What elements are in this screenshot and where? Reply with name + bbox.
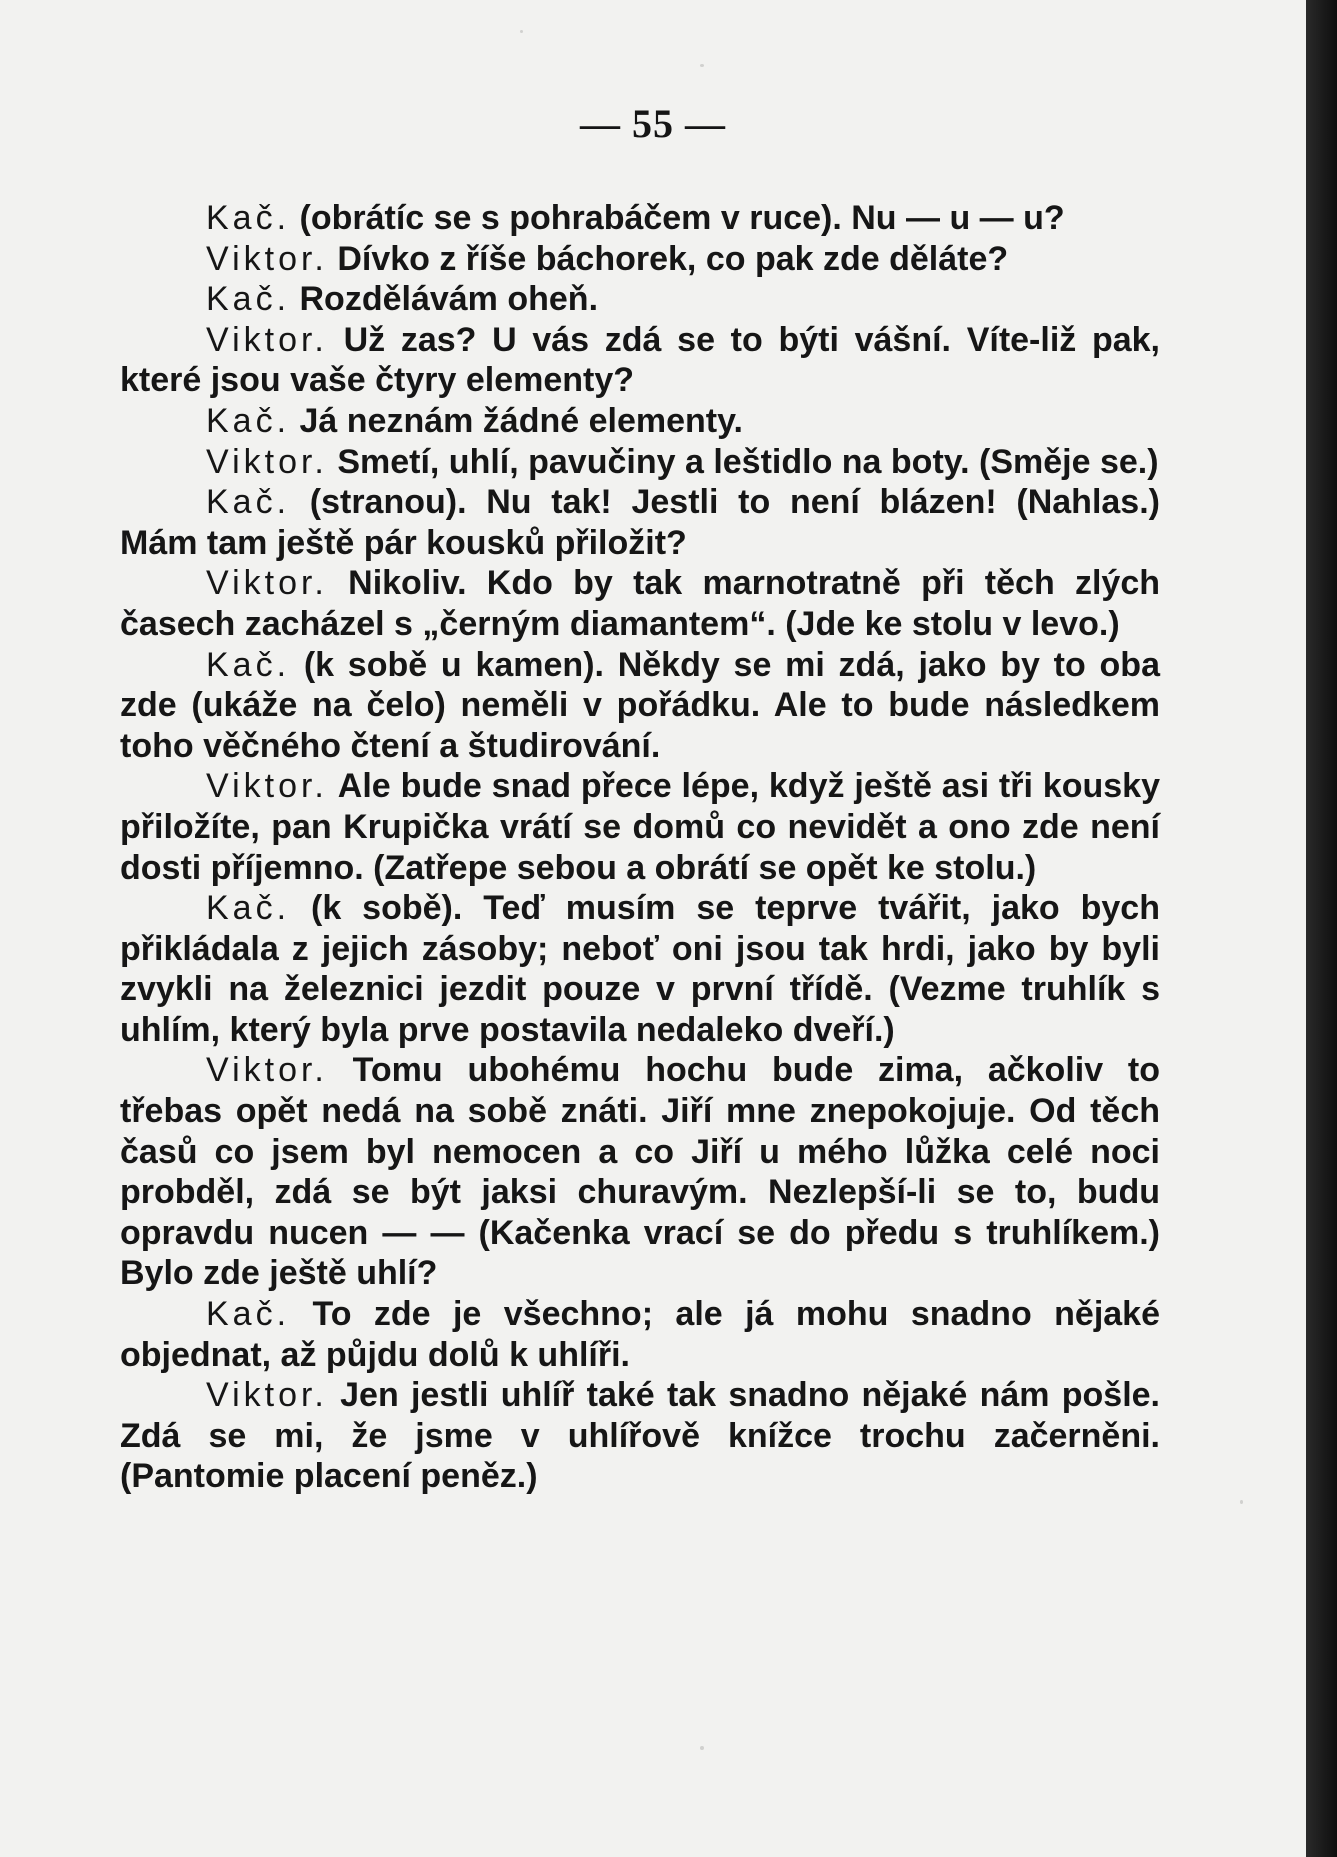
dialogue-line bbox=[120, 279, 1160, 320]
play-text bbox=[120, 198, 1160, 1497]
dialogue-line bbox=[120, 888, 1160, 1050]
speaker-name: Viktor. bbox=[206, 1051, 328, 1090]
dialogue-line bbox=[120, 563, 1160, 644]
speaker-name: Kač. bbox=[206, 1295, 291, 1334]
speech-text: (stranou). Nu tak! Jestli to není blázen! (Nahlas.) Mám tam ještě pár kousků přiložit? bbox=[120, 483, 1160, 562]
speech-text: (obrátíc se s pohrabáčem v ruce). Nu — u — u? bbox=[299, 199, 1065, 237]
page-number: — 55 — bbox=[580, 101, 726, 146]
speech-text: (k sobě). Teď musím se teprve tvářit, jako bych přikládala z jejich zásoby; neboť oni jsou tak hrdi, jako by byli zvykli na železnici jezdit pouze v první třídě. (Vezme truhlík s uhlím, který byla prve postavila nedaleko dveří.) bbox=[120, 889, 1160, 1049]
speaker-name: Kač. bbox=[206, 483, 291, 522]
speaker-name: Kač. bbox=[206, 199, 291, 237]
dialogue-line bbox=[120, 1294, 1160, 1375]
speaker-name: Viktor. bbox=[206, 320, 328, 359]
speaker-name: Viktor. bbox=[206, 564, 328, 603]
page-edge-shadow bbox=[1306, 0, 1337, 1857]
speech-text: Já neznám žádné elementy. bbox=[299, 401, 743, 440]
speech-text: (k sobě u kamen). Někdy se mi zdá, jako by to oba zde (ukáže na čelo) neměli v pořádku. Ale to bude následkem toho věčného čtení a študirování. bbox=[120, 645, 1160, 765]
dialogue-line bbox=[120, 645, 1160, 767]
dialogue-line bbox=[120, 320, 1160, 401]
paper-speck bbox=[520, 30, 523, 33]
speaker-name: Kač. bbox=[206, 645, 291, 684]
speech-text: Rozdělávám oheň. bbox=[299, 280, 599, 319]
dialogue-line bbox=[120, 766, 1160, 888]
speaker-name: Kač. bbox=[206, 401, 291, 440]
dialogue-line bbox=[120, 1375, 1160, 1497]
paper-speck bbox=[700, 1746, 704, 1750]
speech-text: Tomu ubohému hochu bude zima, ačkoliv to třebas opět nedá na sobě znáti. Jiří mne znepokojuje. Od těch časů co jsem byl nemocen a co Jiří u mého lůžka celé noci probděl, zdá se být jaksi churavým. Nezlepší-li se to, budu opravdu nucen — — (Kačenka vrací se do předu s truhlíkem.) Bylo zde ještě uhlí? bbox=[120, 1051, 1161, 1293]
speech-text: To zde je všechno; ale já mohu snadno nějaké objednat, až půjdu dolů k uhlíři. bbox=[120, 1295, 1160, 1374]
dialogue-line bbox=[120, 442, 1160, 483]
speaker-name: Viktor. bbox=[206, 239, 328, 278]
speech-text: Dívko z říše báchorek, co pak zde děláte? bbox=[337, 239, 1009, 278]
paper-speck bbox=[1240, 1500, 1243, 1504]
speaker-name: Kač. bbox=[206, 889, 291, 928]
speech-text: Nikoliv. Kdo by tak marnotratně při těch zlých časech zacházel s „černým diamantem“. (Jde ke stolu v levo.) bbox=[120, 564, 1160, 643]
speech-text: Ale bude snad přece lépe, když ještě asi tři kousky přiložíte, pan Krupička vrátí se domů co nevidět a ono zde není dosti příjemno. (Zatřepe sebou a obrátí se opět ke stolu.) bbox=[120, 767, 1160, 887]
speaker-name: Kač. bbox=[206, 280, 291, 319]
dialogue-line bbox=[120, 1050, 1160, 1294]
paper-speck bbox=[700, 64, 704, 67]
speaker-name: Viktor. bbox=[206, 442, 328, 481]
dialogue-line bbox=[120, 482, 1160, 563]
speech-text: Už zas? U vás zdá se to býti vášní. Víte-liž pak, které jsou vaše čtyry elementy? bbox=[120, 320, 1160, 400]
dialogue-line bbox=[120, 401, 1160, 442]
speaker-name: Viktor. bbox=[206, 767, 328, 806]
dialogue-line bbox=[120, 239, 1160, 280]
speaker-name: Viktor. bbox=[206, 1376, 328, 1415]
speech-text: Jen jestli uhlíř také tak snadno nějaké nám pošle. Zdá se mi, že jsme v uhlířově knížce trochu začerněni. (Pantomie placení peněz.) bbox=[120, 1376, 1161, 1496]
speech-text: Smetí, uhlí, pavučiny a leštidlo na boty. (Směje se.) bbox=[337, 442, 1159, 481]
dialogue-line bbox=[120, 198, 1160, 239]
